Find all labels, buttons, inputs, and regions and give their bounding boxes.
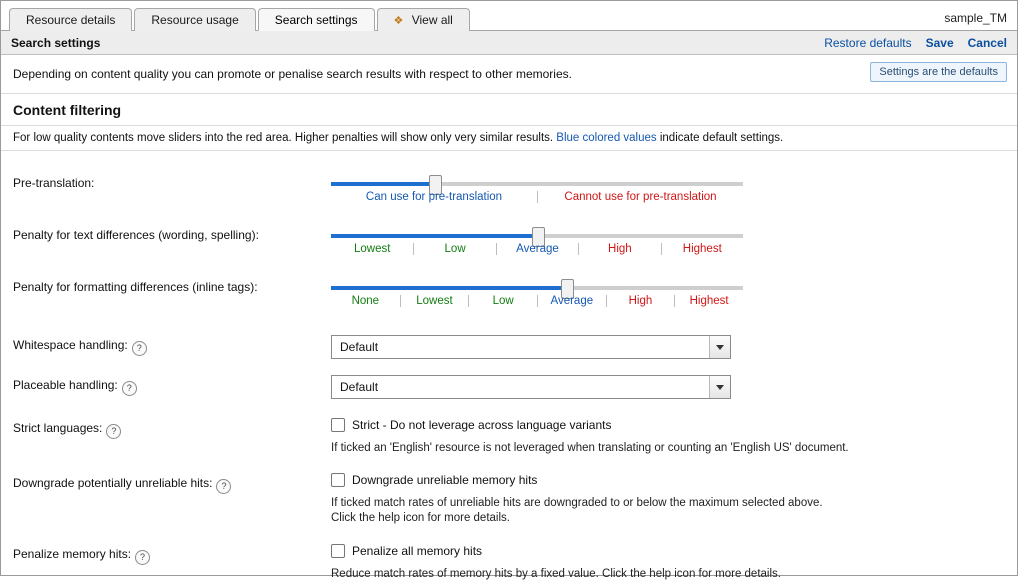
penalize-memory-hits-checkbox[interactable] bbox=[331, 544, 345, 558]
tab-label: Resource usage bbox=[151, 13, 239, 27]
settings-form bbox=[1, 173, 1017, 582]
window-title: sample_TM bbox=[944, 11, 1007, 25]
slider-segment[interactable]: Cannot use for pre-translation bbox=[537, 191, 743, 203]
whitespace-handling-select[interactable] bbox=[331, 335, 731, 359]
save-button[interactable]: Save bbox=[925, 36, 954, 50]
penalize-memory-hits-block bbox=[331, 544, 951, 582]
row-strict-languages bbox=[13, 418, 1005, 457]
view-all-icon: ❖ bbox=[393, 15, 404, 27]
strict-languages-checkbox-line[interactable] bbox=[331, 418, 951, 432]
slider-formatting-differences[interactable] bbox=[331, 277, 743, 311]
label-text: Downgrade potentially unreliable hits: bbox=[13, 475, 213, 490]
row-formatting-differences bbox=[13, 277, 1005, 311]
strict-languages-block bbox=[331, 418, 951, 457]
row-downgrade-unreliable-hits bbox=[13, 473, 1005, 527]
intro-band bbox=[1, 55, 1017, 94]
settings-are-defaults-badge[interactable]: Settings are the defaults bbox=[870, 62, 1007, 82]
slider-track[interactable] bbox=[331, 286, 743, 290]
tab-resource-details[interactable] bbox=[9, 8, 132, 31]
strict-languages-description: If ticked an 'English' resource is not leveraged when translating or counting an 'English US' document. bbox=[331, 442, 849, 454]
slider-segment[interactable]: Low bbox=[413, 243, 495, 255]
slider-segment[interactable]: High bbox=[578, 243, 660, 255]
label-text-differences: Penalty for text differences (wording, spelling): bbox=[13, 228, 259, 242]
slider-segment[interactable]: Lowest bbox=[400, 295, 469, 307]
slider-track[interactable] bbox=[331, 234, 743, 238]
row-pre-translation bbox=[13, 173, 1005, 207]
downgrade-description: If ticked match rates of unreliable hits are downgraded to or below the maximum selected above. Click the help icon for more details. bbox=[331, 496, 823, 525]
slider-fill bbox=[331, 286, 566, 290]
settings-header bbox=[1, 31, 1017, 55]
downgrade-checkbox-line[interactable] bbox=[331, 473, 951, 487]
slider-segment[interactable]: Can use for pre-translation bbox=[365, 191, 503, 203]
slider-segment[interactable]: Low bbox=[468, 295, 537, 307]
slider-segment[interactable]: None bbox=[351, 295, 380, 307]
checkbox-label: Penalize all memory hits bbox=[352, 543, 483, 558]
tab-label: Search settings bbox=[274, 13, 358, 27]
select-value: Default bbox=[340, 340, 379, 354]
content-filtering-hint bbox=[1, 125, 1017, 151]
row-placeable-handling bbox=[13, 375, 1005, 399]
tab-label: Resource details bbox=[26, 13, 116, 27]
chevron-down-icon[interactable] bbox=[709, 376, 730, 398]
downgrade-unreliable-hits-checkbox[interactable] bbox=[331, 473, 345, 487]
page-title: Search settings bbox=[11, 35, 101, 50]
hint-prefix: For low quality contents move sliders into the red area. Higher penalties will show only very similar results. bbox=[13, 132, 557, 144]
row-whitespace-handling bbox=[13, 335, 1005, 359]
slider-fill bbox=[331, 182, 434, 186]
slider-track[interactable] bbox=[331, 182, 743, 186]
tab-view-all[interactable] bbox=[377, 8, 470, 31]
select-value: Default bbox=[340, 380, 379, 394]
slider-scale-labels bbox=[331, 295, 743, 311]
row-penalize-memory-hits bbox=[13, 544, 1005, 582]
cancel-button[interactable]: Cancel bbox=[967, 36, 1007, 50]
intro-text: Depending on content quality you can promote or penalise search results with respect to other memories. bbox=[13, 67, 572, 81]
hint-suffix: indicate default settings. bbox=[656, 132, 784, 144]
help-icon[interactable]: ? bbox=[106, 424, 121, 439]
label-text: Strict languages: bbox=[13, 421, 103, 435]
label-whitespace-handling bbox=[13, 335, 331, 356]
slider-text-differences[interactable] bbox=[331, 225, 743, 259]
penalize-checkbox-line[interactable] bbox=[331, 544, 951, 558]
label-text: Placeable handling: bbox=[13, 378, 118, 392]
slider-fill bbox=[331, 234, 537, 238]
slider-segment[interactable]: Highest bbox=[674, 295, 743, 307]
slider-pre-translation[interactable] bbox=[331, 173, 743, 207]
help-icon[interactable]: ? bbox=[122, 381, 137, 396]
slider-segment[interactable]: Average bbox=[537, 295, 606, 307]
slider-segment[interactable]: High bbox=[606, 295, 675, 307]
label-downgrade-unreliable-hits bbox=[13, 473, 331, 494]
tab-label: View all bbox=[411, 13, 453, 27]
label-formatting-differences: Penalty for formatting differences (inline tags): bbox=[13, 280, 258, 294]
chevron-down-icon[interactable] bbox=[709, 336, 730, 358]
placeable-handling-select[interactable] bbox=[331, 375, 731, 399]
help-icon[interactable]: ? bbox=[216, 479, 231, 494]
label-text: Penalize memory hits: bbox=[13, 546, 132, 561]
hint-link[interactable]: Blue colored values bbox=[556, 132, 657, 144]
label-penalize-memory-hits bbox=[13, 544, 331, 565]
tab-bar bbox=[1, 1, 1017, 31]
checkbox-label: Downgrade unreliable memory hits bbox=[352, 472, 538, 487]
slider-scale-labels bbox=[331, 191, 743, 207]
header-actions bbox=[824, 31, 1007, 55]
content-filtering-title: Content filtering bbox=[1, 94, 1017, 125]
label-text: Whitespace handling: bbox=[13, 338, 128, 352]
strict-languages-checkbox[interactable] bbox=[331, 418, 345, 432]
tab-resource-usage[interactable] bbox=[134, 8, 255, 31]
slider-segment[interactable]: Lowest bbox=[353, 243, 391, 255]
label-pre-translation: Pre-translation: bbox=[13, 176, 95, 190]
tab-search-settings[interactable] bbox=[258, 8, 375, 31]
label-strict-languages bbox=[13, 418, 331, 439]
penalize-description: Reduce match rates of memory hits by a fixed value. Click the help icon for more details. bbox=[331, 567, 781, 580]
downgrade-unreliable-hits-block bbox=[331, 473, 951, 527]
restore-defaults-button[interactable]: Restore defaults bbox=[824, 36, 912, 50]
label-placeable-handling bbox=[13, 375, 331, 396]
row-text-differences bbox=[13, 225, 1005, 259]
slider-segment[interactable]: Average bbox=[496, 243, 578, 255]
help-icon[interactable]: ? bbox=[132, 341, 147, 356]
checkbox-label: Strict - Do not leverage across language variants bbox=[352, 418, 612, 432]
slider-segment[interactable]: Highest bbox=[661, 243, 743, 255]
help-icon[interactable]: ? bbox=[135, 550, 150, 565]
slider-scale-labels bbox=[331, 243, 743, 259]
